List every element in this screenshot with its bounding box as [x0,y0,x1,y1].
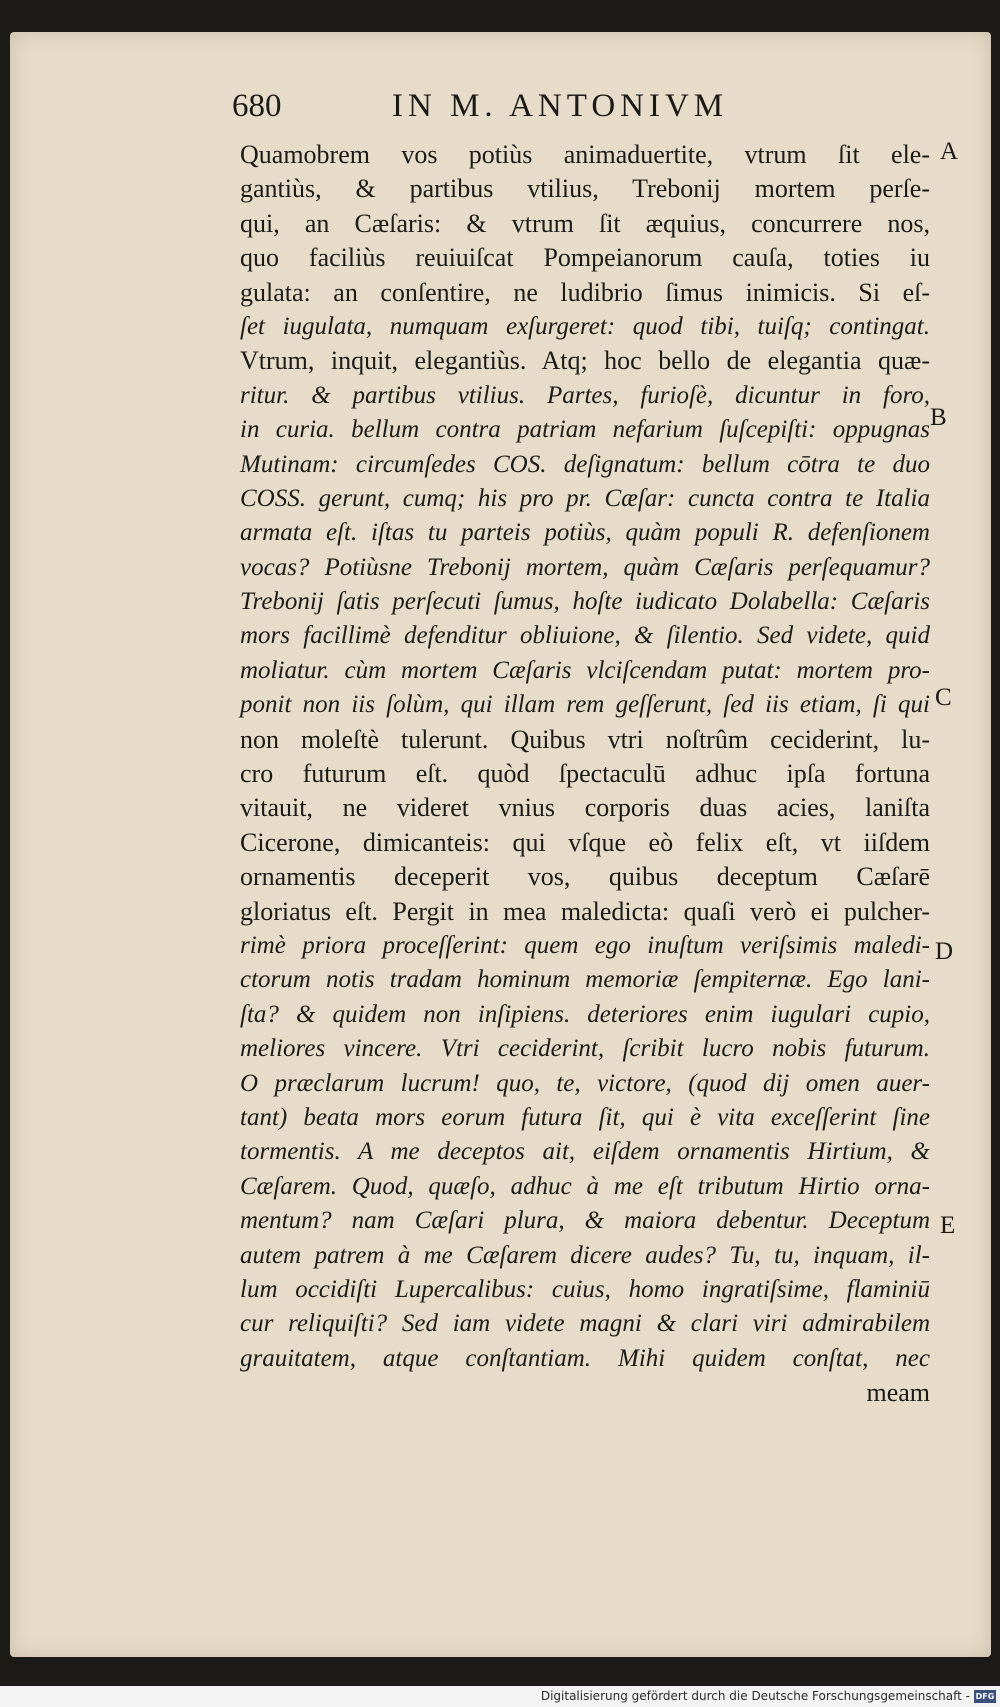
body-text [240,138,930,1410]
text-line: ſta? & quidem non inſipiens. deteriores enim iugulari cupio, [240,1000,930,1028]
text-line: COSS. gerunt, cumq; his pro pr. Cæſar: cuncta contra te Italia [240,484,930,512]
text-line: mentum? nam Cæſari plura, & maiora debentur. Deceptum [240,1207,930,1235]
dfg-logo: DFG [975,1692,995,1701]
text-line: tant) beata mors eorum futura ſit, qui è vita exceſſerint ſine [240,1103,930,1131]
text-line: autem patrem à me Cæſarem dicere audes? Tu, tu, inquam, il- [240,1241,930,1269]
text-line: mors facillimè defenditur obliuione, & ſilentio. Sed videte, quid [240,622,930,650]
text-line: qui, an Cæſaris: & vtrum ſit æquius, concurrere nos, [240,208,930,238]
margin-letter-a: A [940,138,959,165]
running-title: IN M. ANTONIVM [392,88,729,124]
text-line: vocas? Potiùsne Trebonij mortem, quàm Cæſaris perſequamur? [240,553,930,581]
text-line: tormentis. A me deceptos ait, eiſdem ornamentis Hirtium, & [240,1138,930,1166]
text-line: Vtrum, inquit, elegantiùs. Atq; hoc bello de elegantia quæ- [240,346,930,376]
text-line: ctorum notis tradam hominum memoriæ ſempiternæ. Ego lani- [240,966,930,994]
text-line: vitauit, ne videret vnius corporis duas acies, laniſta [240,793,930,823]
margin-letter-d: D [935,938,954,965]
margin-letter-c: C [935,684,952,711]
text-line: O præclarum lucrum! quo, te, victore, (quod dij omen auer- [240,1069,930,1097]
text-line: Cicerone, dimicanteis: qui vſque eò felix eſt, vt iiſdem [240,827,930,857]
text-line: meam [866,1378,930,1408]
text-line: non moleſtè tulerunt. Quibus vtri noſtrûm ceciderint, lu- [240,724,930,754]
text-line: quo faciliùs reuiuiſcat Pompeianorum cauſa, toties iu [240,243,930,273]
footer-credit: Digitalisierung gefördert durch die Deutsche Forschungsgemeinschaft - [540,1689,970,1703]
text-line: Trebonij ſatis perſecuti ſumus, hoſte iudicato Dolabella: Cæſaris [240,588,930,616]
margin-letter-b: B [930,404,947,431]
text-line: gloriatus eſt. Pergit in mea maledicta: quaſi verò ei pulcher- [240,896,930,926]
text-line: armata eſt. iſtas tu parteis potiùs, quàm populi R. defenſionem [240,519,930,547]
text-line: rimè priora proceſſerint: quem ego inuſtum veriſsimis maledi- [240,931,930,959]
text-line: in curia. bellum contra patriam nefarium ſuſcepiſti: oppugnas [240,416,930,444]
text-line: lum occidiſti Lupercalibus: cuius, homo ingratiſsime, flaminiū [240,1275,930,1303]
text-line: Quamobrem vos potiùs animaduertite, vtrum ſit ele- [240,140,930,169]
text-line: gulata: an conſentire, ne ludibrio ſimus inimicis. Si eſ- [240,277,930,307]
text-line: meliores vincere. Vtri ceciderint, ſcribit lucro nobis futurum. [240,1035,930,1063]
text-line: grauitatem, atque conſtantiam. Mihi quidem conſtat, nec [240,1344,930,1372]
text-line: gantiùs, & partibus vtilius, Trebonij mortem perſe- [240,174,930,204]
text-line: Cæſarem. Quod, quæſo, adhuc à me eſt tributum Hirtio orna- [240,1172,930,1200]
margin-letter-e: E [940,1212,956,1239]
text-line: ornamentis deceperit vos, quibus deceptum Cæſarē [240,862,930,892]
text-line: cur reliquiſti? Sed iam videte magni & clari viri admirabilem [240,1310,930,1338]
page-number: 680 [232,88,282,124]
footer-bar [0,1686,1000,1707]
text-line: ritur. & partibus vtilius. Partes, furioſè, dicuntur in foro, [240,381,930,409]
text-line: cro futurum eſt. quòd ſpectaculū adhuc ipſa fortuna [240,759,930,789]
page-header [232,88,822,128]
text-line: ponit non iis ſolùm, qui illam rem geſſerunt, ſed iis etiam, ſi qui [240,691,930,719]
text-line: ſet iugulata, numquam exſurgeret: quod tibi, tuiſq; contingat. [240,312,930,340]
text-line: Mutinam: circumſedes COS. deſignatum: bellum cōtra te duo [240,450,930,478]
text-line: moliatur. cùm mortem Cæſaris vlciſcendam putat: mortem pro- [240,656,930,684]
